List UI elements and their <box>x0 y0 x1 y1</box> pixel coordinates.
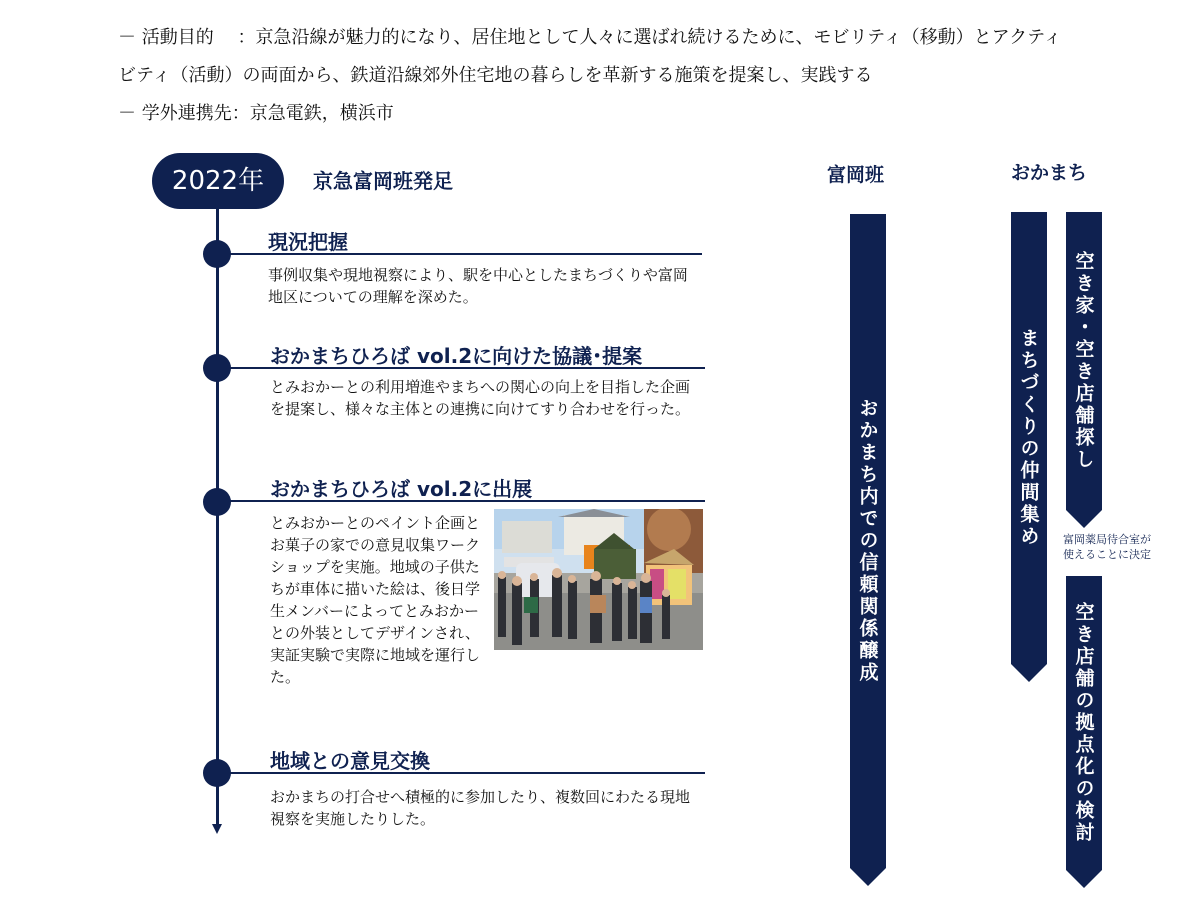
section-title: おかまちひろば vol.2に向けた協議･提案 <box>270 344 643 368</box>
purpose-line: － 活動目的 ：京急沿線が魅力的になり、居住地として人々に選ばれ続けるために、モビリティ（移動）とアクティ <box>118 27 1062 48</box>
tomioka-progress-bar <box>850 214 886 868</box>
section-body: とみおかーとの利用増進やまちへの関心の向上を目指した企画を提案し、様々な主体との連携に向けてすり合わせを行った。 <box>270 378 691 418</box>
okamachi-bar3-arrow-icon <box>1066 870 1102 888</box>
okamachi-bar-vacancy <box>1066 212 1102 510</box>
decision-note-line: 使えることに決定 <box>1063 548 1151 561</box>
event-photo <box>494 509 703 650</box>
okamachi-bar-base <box>1066 576 1102 870</box>
tomioka-bar-label: おかまち内での信頼関係醸成 <box>856 398 879 684</box>
section-body: 事例収集や現地視察により、駅を中心としたまちづくりや富岡地区についての理解を深めた。 <box>268 266 688 306</box>
timeline-arrow-icon <box>212 824 222 834</box>
timeline-node <box>203 488 231 516</box>
section-body: とみおかーとのペイント企画とお菓子の家での意見収集ワークショップを実施。地域の子供たちが車体に描いた絵は、後日学生メンバーによってとみおかーとの外装としてデザインされ、実証実験で実際に地域を運行した。 <box>270 514 481 686</box>
start-title: 京急富岡班発足 <box>313 169 453 193</box>
section-title: 地域との意見交換 <box>270 749 430 773</box>
okamachi-column-head: おかまち <box>1011 162 1088 184</box>
section-title: 現況把握 <box>268 230 348 254</box>
partners-line: － 学外連携先：京急電鉄，横浜市 <box>118 103 394 124</box>
okamachi-bar2-label: 空き家・空き店舗探し <box>1072 251 1095 471</box>
timeline-node <box>203 354 231 382</box>
okamachi-bar-members <box>1011 212 1047 664</box>
okamachi-bar1-label: まちづくりの仲間集め <box>1017 328 1040 548</box>
timeline-node <box>203 240 231 268</box>
okamachi-bar3-label: 空き店舗の拠点化の検討 <box>1072 602 1095 844</box>
section-title: おかまちひろば vol.2に出展 <box>270 477 533 501</box>
section-body: おかまちの打合せへ積極的に参加したり、複数回にわたる現地視察を実施したりした。 <box>270 788 691 828</box>
decision-note <box>1063 532 1151 562</box>
timeline-node <box>203 759 231 787</box>
decision-note-line: 富岡薬局待合室が <box>1063 533 1151 546</box>
timeline-axis <box>216 209 219 826</box>
year-badge: 2022年 <box>152 153 284 209</box>
tomioka-column-head: 富岡班 <box>827 164 885 186</box>
tomioka-arrow-icon <box>850 868 886 886</box>
purpose-line-cont: ビティ（活動）の両面から、鉄道沿線郊外住宅地の暮らしを革新する施策を提案し、実践する <box>118 65 873 86</box>
okamachi-bar2-arrow-icon <box>1066 510 1102 528</box>
okamachi-bar1-arrow-icon <box>1011 664 1047 682</box>
